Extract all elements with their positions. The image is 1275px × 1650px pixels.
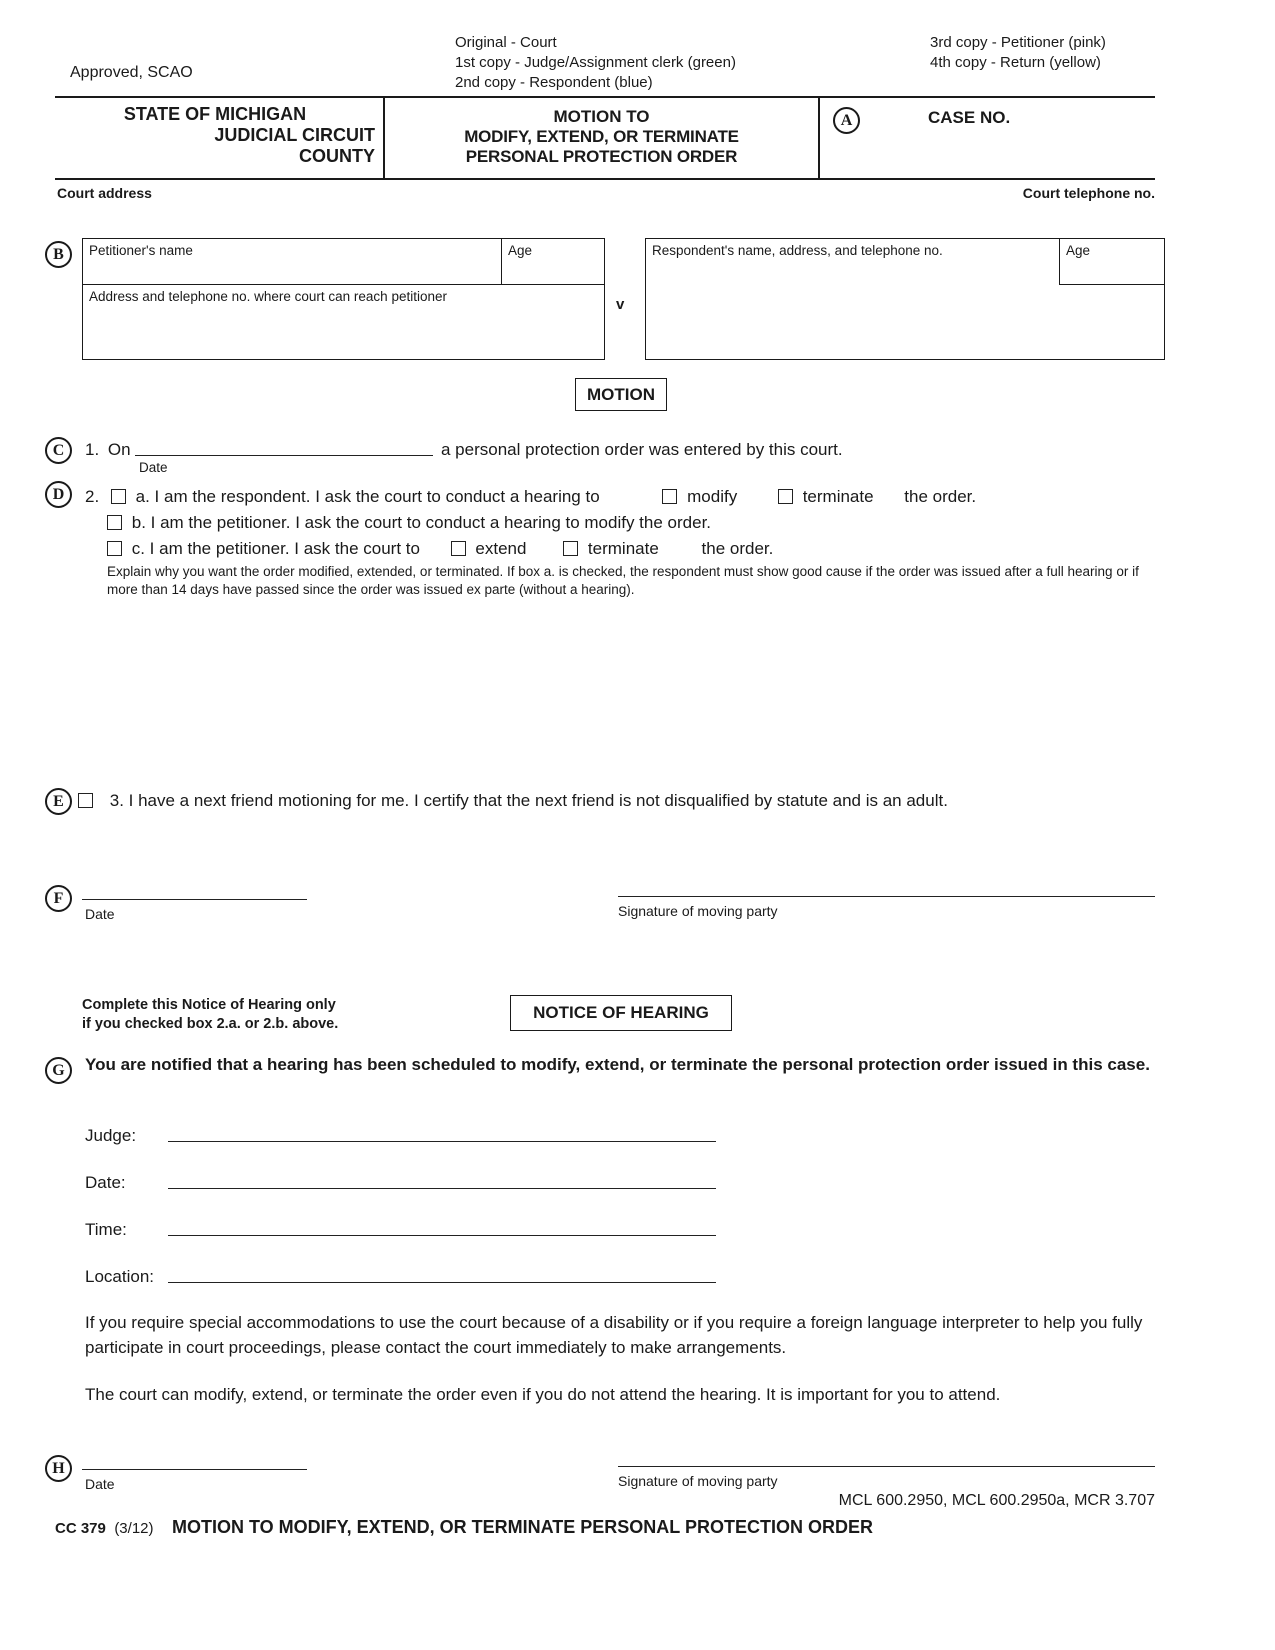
hearing-time-label: Time:	[85, 1220, 127, 1239]
notice-date-field[interactable]	[82, 1456, 307, 1470]
item-2-number: 2.	[85, 487, 100, 506]
section-marker-h: H	[45, 1455, 72, 1482]
notice-instruction-line2: if you checked box 2.a. or 2.b. above.	[82, 1016, 339, 1032]
item-1-text: a personal protection order was entered by this court.	[441, 440, 843, 459]
respondent-info-field[interactable]: Respondent's name, address, and telephone no.	[652, 243, 943, 258]
form-header	[55, 96, 1155, 180]
item-2-block	[85, 484, 1147, 599]
notice-heading: NOTICE OF HEARING	[510, 995, 732, 1031]
motion-signature-label: Signature of moving party	[618, 903, 778, 919]
distribution-copies-center	[455, 33, 736, 93]
item-2a-order: the order.	[904, 487, 977, 506]
case-no-label: CASE NO.	[928, 108, 1011, 127]
hearing-date-field[interactable]	[168, 1173, 716, 1189]
explanation-write-area[interactable]	[107, 600, 1155, 780]
item-3-text: 3. I have a next friend motioning for me. I certify that the next friend is not disqualified by statute and is an adult.	[109, 791, 948, 810]
county-label: COUNTY	[299, 146, 375, 166]
notice-instruction	[82, 996, 338, 1034]
ppo-entry-date-label: Date	[139, 460, 168, 475]
distribution-copies-right	[930, 33, 1106, 73]
checkbox-3-next-friend[interactable]	[78, 793, 93, 808]
section-marker-e: E	[45, 788, 72, 815]
hearing-location-label: Location:	[85, 1267, 154, 1286]
copy-first: 1st copy - Judge/Assignment clerk (green)	[455, 54, 736, 71]
copy-original: Original - Court	[455, 34, 557, 51]
petitioner-name-field[interactable]: Petitioner's name	[89, 243, 193, 258]
state-label: STATE OF MICHIGAN	[123, 104, 307, 124]
item-1-on: On	[107, 440, 131, 459]
notice-signature-field[interactable]	[618, 1453, 1155, 1467]
petitioner-box[interactable]	[82, 238, 605, 360]
item-2b-text: b. I am the petitioner. I ask the court to conduct a hearing to modify the order.	[131, 513, 712, 532]
item-2a-row	[85, 484, 1147, 510]
copy-third: 3rd copy - Petitioner (pink)	[930, 34, 1106, 51]
attendance-text: The court can modify, extend, or terminate the order even if you do not attend the hearing. It is important for you to attend.	[85, 1385, 1001, 1404]
motion-section-heading: MOTION	[575, 378, 667, 411]
approved-scao-label: Approved, SCAO	[70, 64, 193, 81]
accommodations-text: If you require special accommodations to use the court because of a disability or if you require a foreign language interpreter to help you fully participate in court proceedings, please contact the court immediately to make arrangements.	[85, 1313, 1143, 1357]
judicial-circuit-label: JUDICIAL CIRCUIT	[214, 125, 375, 145]
motion-date-label: Date	[85, 906, 115, 922]
modify-label: modify	[687, 487, 738, 506]
item-1-number: 1.	[85, 440, 100, 459]
form-number: CC 379	[55, 1520, 106, 1537]
copy-fourth: 4th copy - Return (yellow)	[930, 54, 1101, 71]
item-2c-row	[107, 536, 1147, 562]
notice-body-text: You are notified that a hearing has been scheduled to modify, extend, or terminate the personal protection order issued in this case.	[85, 1055, 1150, 1074]
section-marker-g: G	[45, 1057, 72, 1084]
notice-signature-label: Signature of moving party	[618, 1473, 778, 1489]
ppo-entry-date-field[interactable]	[135, 440, 433, 456]
item-2b-row	[107, 510, 1147, 536]
item-2c-text: c. I am the petitioner. I ask the court to	[131, 539, 420, 558]
motion-date-field[interactable]	[82, 886, 307, 900]
section-marker-b: B	[45, 241, 72, 268]
checkbox-terminate-2a[interactable]	[778, 489, 793, 504]
notice-instruction-line1: Complete this Notice of Hearing only	[82, 997, 336, 1013]
checkbox-extend[interactable]	[451, 541, 466, 556]
copy-second: 2nd copy - Respondent (blue)	[455, 74, 653, 91]
petitioner-age-field[interactable]: Age	[501, 239, 604, 284]
form-title-cell	[385, 98, 820, 178]
respondent-age-field[interactable]: Age	[1059, 239, 1164, 285]
item-2c-order: the order.	[701, 539, 774, 558]
checkbox-2a-respondent[interactable]	[111, 489, 126, 504]
versus-label: v	[616, 296, 625, 313]
checkbox-2b-petitioner-modify[interactable]	[107, 515, 122, 530]
terminate-2a-label: terminate	[802, 487, 874, 506]
court-identity-cell	[55, 98, 385, 178]
petitioner-address-field[interactable]: Address and telephone no. where court can reach petitioner	[89, 289, 447, 304]
judge-field[interactable]	[168, 1126, 716, 1142]
item-2a-text: a. I am the respondent. I ask the court to conduct a hearing to	[135, 487, 600, 506]
form-footer	[55, 1517, 873, 1538]
form-title-line1: MOTION TO	[553, 107, 650, 126]
hearing-location-field[interactable]	[168, 1267, 716, 1283]
item-1-prefix	[85, 440, 131, 460]
form-title-line3: PERSONAL PROTECTION ORDER	[465, 147, 738, 166]
hearing-time-field[interactable]	[168, 1220, 716, 1236]
form-revision: (3/12)	[114, 1520, 154, 1537]
judge-label: Judge:	[85, 1126, 137, 1145]
notice-date-label: Date	[85, 1476, 115, 1492]
checkbox-terminate-2c[interactable]	[563, 541, 578, 556]
section-marker-d: D	[45, 481, 72, 508]
checkbox-modify[interactable]	[662, 489, 677, 504]
hearing-date-label: Date:	[85, 1173, 126, 1192]
footer-title: MOTION TO MODIFY, EXTEND, OR TERMINATE PERSONAL PROTECTION ORDER	[171, 1517, 873, 1537]
case-number-cell[interactable]	[820, 98, 1155, 178]
section-marker-a: A	[833, 107, 860, 134]
legal-citations: MCL 600.2950, MCL 600.2950a, MCR 3.707	[838, 1492, 1155, 1509]
motion-signature-field[interactable]	[618, 883, 1155, 897]
extend-label: extend	[475, 539, 527, 558]
item-3-row	[78, 791, 948, 811]
section-marker-f: F	[45, 885, 72, 912]
item-2-explanation: Explain why you want the order modified, extended, or terminated. If box a. is checked, the respondent must show good cause if the order was issued after a full hearing or if more than 14 days have passed since the order was issued ex parte (without a hearing).	[107, 564, 1139, 597]
court-address-label: Court address	[57, 185, 152, 201]
terminate-2c-label: terminate	[587, 539, 659, 558]
form-title-line2: MODIFY, EXTEND, OR TERMINATE	[464, 127, 739, 146]
checkbox-2c-petitioner[interactable]	[107, 541, 122, 556]
court-telephone-label: Court telephone no.	[1022, 185, 1155, 201]
respondent-box[interactable]	[645, 238, 1165, 360]
section-marker-c: C	[45, 437, 72, 464]
